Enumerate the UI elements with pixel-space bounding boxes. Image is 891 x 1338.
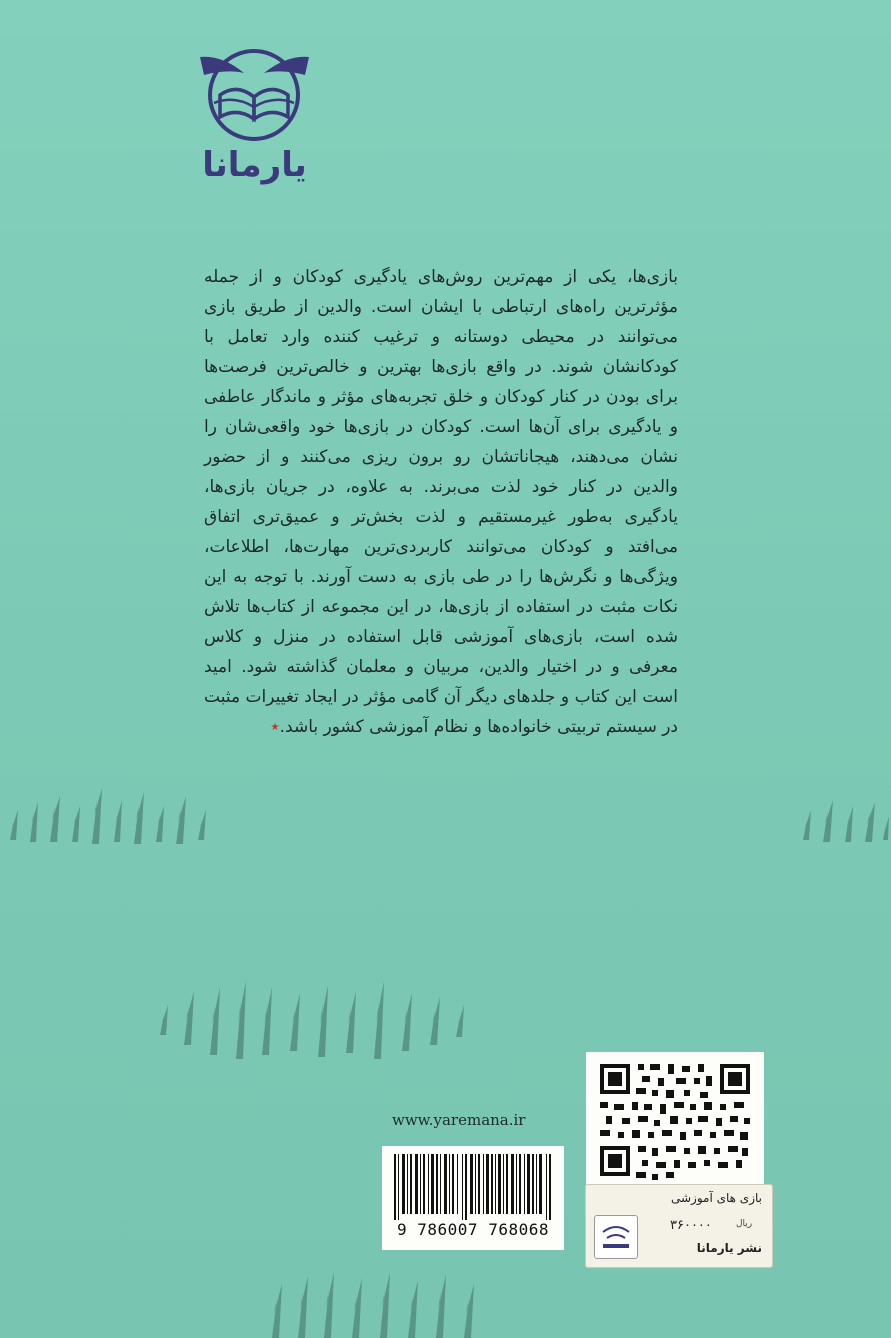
description-text: بازی‌ها، یکی از مهم‌ترین روش‌های یادگیری کودکان و از جمله مؤثرترین راه‌های ارتباطی با ایشان است. والدین از طریق بازی می‌توانند در محیطی دوستانه و ترغیب کننده وارد تعامل با کودکانشان شوند. در واقع بازی‌ها بهترین و خالص‌ترین فرصت‌ها برای بودن در کنار کودکان و خلق تجربه‌های مؤثر و ماندگار عاطفی و یادگیری برای آن‌ها است. کودکان در بازی‌ها خود واقعی‌شان را نشان می‌دهند، هیجاناتشان رو برون ریزی می‌کنند و از حضور والدین در کنار خود لذت می‌برند. به علاوه، در جریان بازی‌ها، یادگیری به‌طور غیرمستقیم و لذت بخش‌تر و عمیق‌تری اتفاق می‌افتد و کودکان می‌توانند کاربردی‌ترین مهارت‌ها، اطلاعات، ویژگی‌ها و نگرش‌ها را در طی بازی به دست آورند. با توجه به این نکات مثبت در استفاده از بازی‌ها، در این مجموعه از کتاب‌ها تلاش شده است، بازی‌های آموزشی قابل استفاده در منزل و کلاس معرفی و در اختیار والدین، مربیان و معلمان گذاشته شود. امید است این کتاب و جلدهای دیگر آن گامی مؤثر در ایجاد تغییرات مثبت در سیستم تربیتی خانواده‌ها و نظام آموزشی کشور باشد. bbox=[204, 267, 678, 737]
end-mark: ٭ bbox=[270, 717, 280, 737]
qr-code[interactable] bbox=[586, 1052, 764, 1188]
isbn-number: 9 786007 768068 bbox=[397, 1220, 549, 1239]
publisher-logo bbox=[192, 45, 317, 190]
qr-code-icon bbox=[586, 1052, 764, 1188]
isbn-barcode bbox=[382, 1146, 564, 1250]
sticker-book-title: بازی های آموزشی bbox=[670, 1191, 762, 1205]
publisher-stamp-icon bbox=[594, 1215, 638, 1259]
grass-decoration-middle bbox=[150, 975, 480, 1070]
publisher-website[interactable]: www.yaremana.ir bbox=[392, 1111, 526, 1129]
open-book-logo-icon bbox=[192, 45, 317, 145]
publisher-wordmark: یارمانا bbox=[202, 145, 307, 185]
grass-decoration-bottom bbox=[262, 1268, 502, 1338]
sticker-price: ۳۶۰۰۰۰ bbox=[670, 1218, 712, 1233]
price-sticker bbox=[585, 1184, 773, 1268]
grass-decoration-left bbox=[0, 780, 220, 850]
sticker-publisher: نشر یارمانا bbox=[696, 1241, 762, 1255]
book-description bbox=[204, 262, 678, 742]
barcode-bars-icon bbox=[382, 1150, 564, 1224]
sticker-currency: ریال bbox=[736, 1219, 753, 1229]
grass-decoration-right bbox=[795, 790, 891, 850]
